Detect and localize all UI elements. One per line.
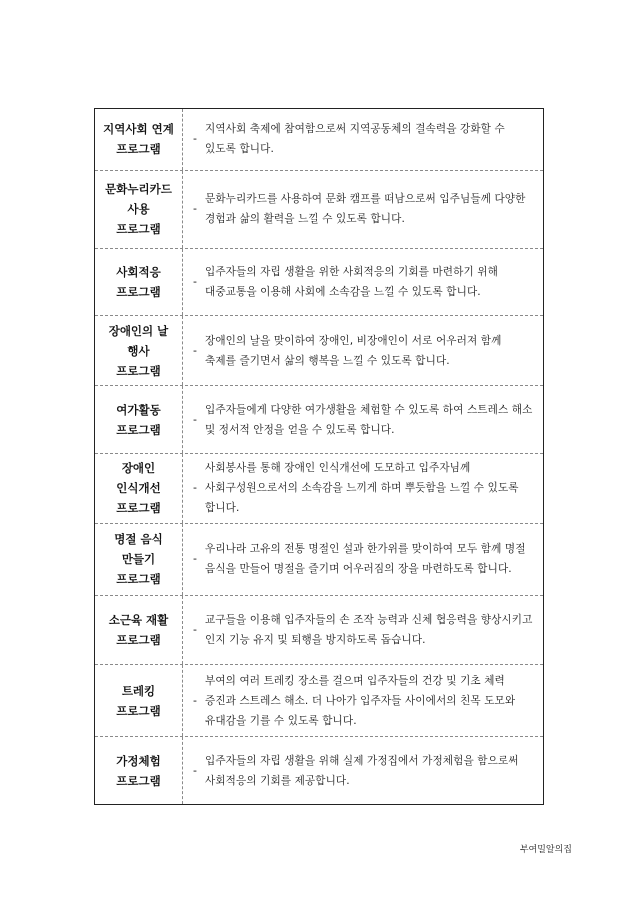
- table-row: [95, 316, 543, 386]
- program-name: 소근육 재활 프로그램: [95, 596, 183, 665]
- program-name: 문화누리카드 사용 프로그램: [95, 171, 183, 248]
- program-description: 장애인의 날을 맞이하여 장애인, 비장애인이 서로 어우러져 함께 축제를 즐기면서 삶의 행복을 느낄 수 있도록 합니다.: [205, 334, 502, 367]
- program-description: 입주자들의 자립 생활을 위한 사회적응의 기회를 마련하기 위해 대중교통을 이용해 사회에 소속감을 느낄 수 있도록 합니다.: [205, 266, 498, 299]
- dash-marker: -: [193, 343, 197, 357]
- program-description-cell: [183, 316, 543, 385]
- table-row: [95, 249, 543, 317]
- program-name: 가정체험 프로그램: [95, 737, 183, 804]
- program-description: 입주자들에게 다양한 여가생활을 체험할 수 있도록 하여 스트레스 해소 및 정서적 안정을 얻을 수 있도록 합니다.: [205, 403, 533, 436]
- program-description-cell: [183, 386, 543, 453]
- program-name: 명절 음식 만들기 프로그램: [95, 524, 183, 595]
- organization-label: 부여밀알의집: [519, 845, 572, 855]
- dash-marker: -: [193, 763, 197, 777]
- program-description-cell: [183, 454, 543, 523]
- program-name: 지역사회 연계 프로그램: [95, 109, 183, 170]
- dash-marker: -: [193, 552, 197, 566]
- table-row: [95, 596, 543, 666]
- program-description: 우리나라 고유의 전통 명절인 설과 한가위를 맞이하여 모두 함께 명절 음식을 만들어 명절을 즐기며 어우러짐의 장을 마련하도록 합니다.: [205, 543, 526, 576]
- program-name: 사회적응 프로그램: [95, 249, 183, 316]
- program-description-cell: [183, 109, 543, 170]
- table-row: [95, 454, 543, 524]
- dash-marker: -: [193, 132, 197, 146]
- program-description-cell: [183, 596, 543, 665]
- program-table: [94, 108, 544, 805]
- program-description: 사회봉사를 통해 장애인 인식개선에 도모하고 입주자님께 사회구성원으로서의 소속감을 느끼게 하며 뿌듯함을 느낄 수 있도록 합니다.: [205, 462, 519, 515]
- table-row: [95, 524, 543, 596]
- dash-marker: -: [193, 202, 197, 216]
- program-name: 여가활동 프로그램: [95, 386, 183, 453]
- program-description-cell: [183, 665, 543, 736]
- program-description-cell: [183, 737, 543, 804]
- table-row: [95, 737, 543, 804]
- dash-marker: -: [193, 275, 197, 289]
- program-description: 입주자들의 자립 생활을 위해 실제 가정집에서 가정체험을 함으로써 사회적응의 기회를 제공합니다.: [205, 754, 519, 787]
- program-description-cell: [183, 171, 543, 248]
- program-name: 트레킹 프로그램: [95, 665, 183, 736]
- program-description: 지역사회 축제에 참여함으로써 지역공동체의 결속력을 강화할 수 있도록 합니다.: [205, 123, 505, 156]
- dash-marker: -: [193, 481, 197, 495]
- dash-marker: -: [193, 412, 197, 426]
- program-description: 부여의 여러 트레킹 장소를 걸으며 입주자들의 건강 및 기초 체력 증진과 스트레스 해소. 더 나아가 입주자들 사이에서의 친목 도모와 유대감을 기를 수 있도록 합니다.: [205, 674, 516, 727]
- dash-marker: -: [193, 623, 197, 637]
- program-description-cell: [183, 524, 543, 595]
- dash-marker: -: [193, 693, 197, 707]
- program-name: 장애인의 날 행사 프로그램: [95, 316, 183, 385]
- program-description: 문화누리카드를 사용하여 문화 캠프를 떠남으로써 입주님들께 다양한 경험과 삶의 활력을 느낄 수 있도록 합니다.: [205, 193, 526, 226]
- table-row: [95, 171, 543, 249]
- program-description-cell: [183, 249, 543, 316]
- table-row: [95, 109, 543, 171]
- table-row: [95, 665, 543, 737]
- table-row: [95, 386, 543, 454]
- program-name: 장애인 인식개선 프로그램: [95, 454, 183, 523]
- program-description: 교구들을 이용해 입주자들의 손 조작 능력과 신체 협응력을 향상시키고 인지 기능 유지 및 퇴행을 방지하도록 돕습니다.: [205, 614, 533, 647]
